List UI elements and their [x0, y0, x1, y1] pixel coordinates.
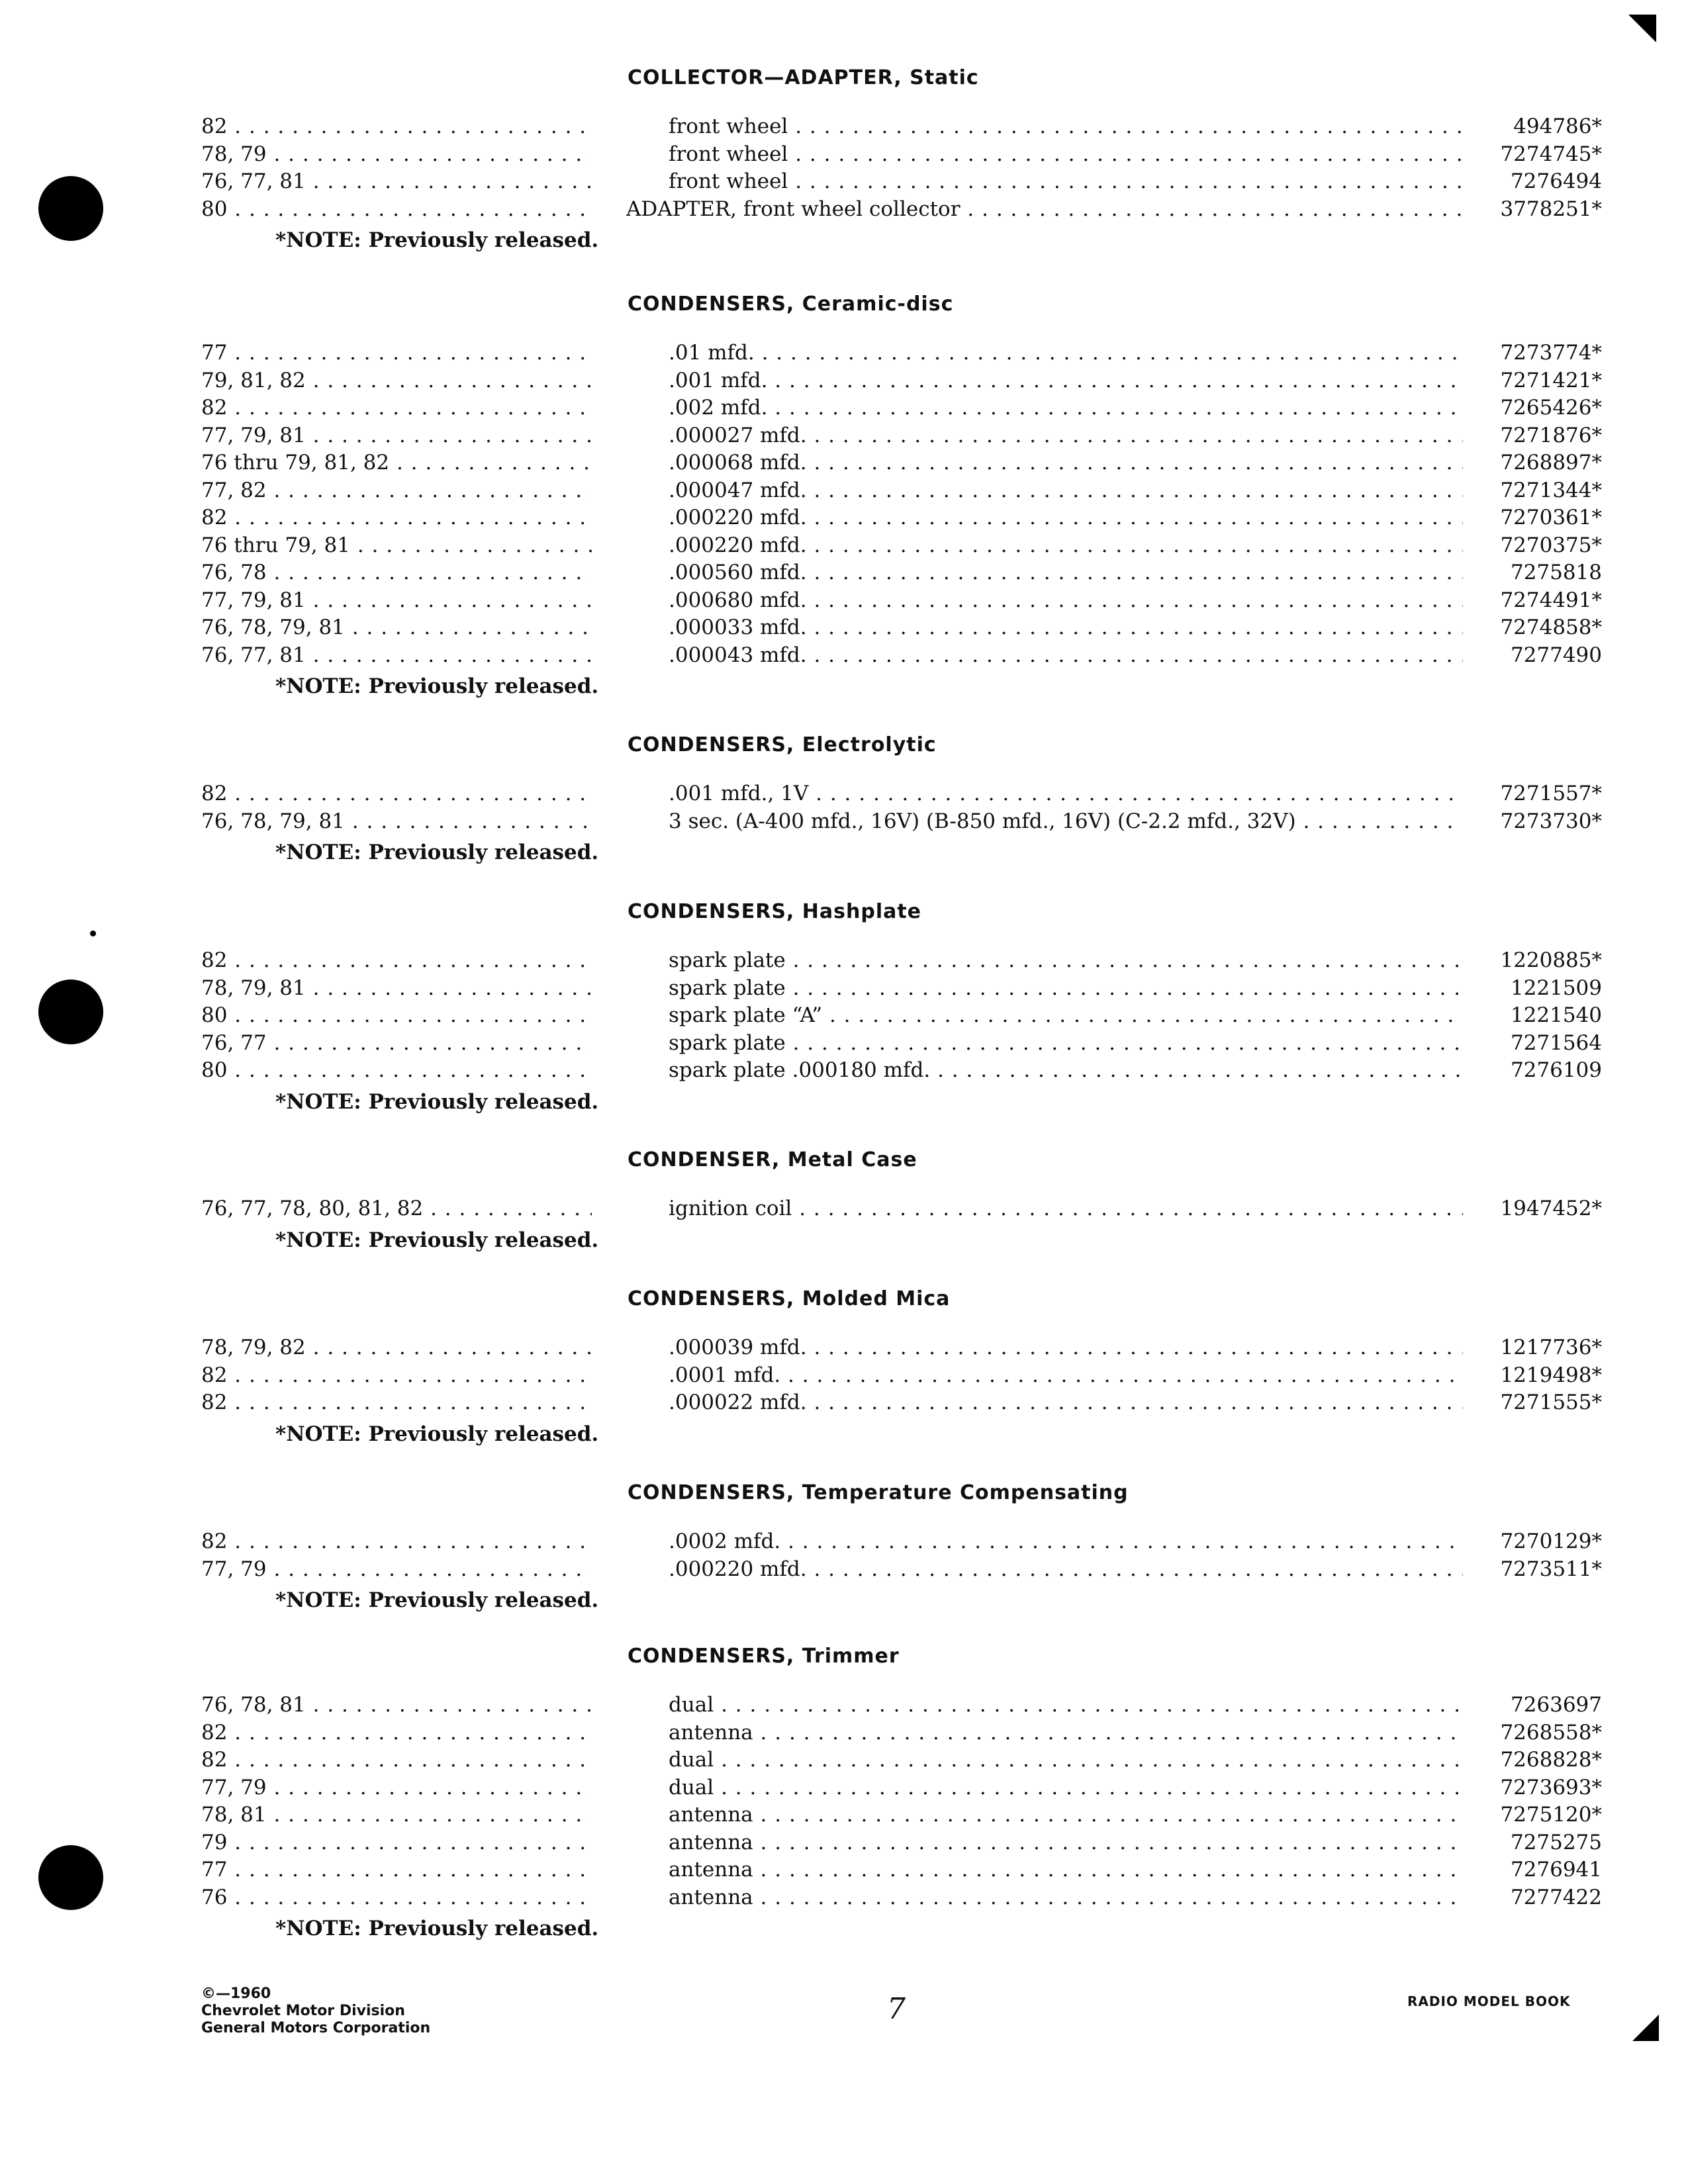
model-numbers: 77 . . . — [201, 1856, 592, 1884]
footer-publisher — [201, 1985, 430, 2037]
parts-row — [0, 1774, 1688, 1801]
part-description: .000047 mfd. . . . — [669, 477, 1463, 504]
part-number: 494786* — [1513, 114, 1602, 138]
model-numbers: 80 . . . — [201, 195, 592, 223]
model-numbers: 76 . . . — [201, 1884, 592, 1911]
model-numbers: 82 . . . — [201, 1746, 592, 1774]
part-number: 7276109 — [1510, 1058, 1602, 1082]
parts-row — [0, 1746, 1688, 1774]
model-numbers: 78, 81 . . . — [201, 1801, 592, 1829]
part-description: .001 mfd. . . . — [669, 367, 1463, 394]
parts-row — [0, 946, 1688, 974]
part-number: 7276941 — [1510, 1858, 1602, 1882]
part-description: .000560 mfd. . . . — [669, 559, 1463, 586]
model-numbers: 76, 78 . . . — [201, 559, 592, 586]
parts-row — [0, 195, 1688, 223]
part-description: .01 mfd. . . . — [669, 339, 1463, 367]
model-numbers: 82 . . . — [201, 780, 592, 807]
previously-released-note: *NOTE: Previously released. — [275, 1228, 599, 1252]
part-number: 7275818 — [1510, 561, 1602, 584]
parts-row — [0, 559, 1688, 586]
part-description: .000220 mfd. . . . — [669, 504, 1463, 531]
parts-row — [0, 1555, 1688, 1583]
parts-row — [0, 1029, 1688, 1057]
parts-row — [0, 422, 1688, 449]
previously-released-note: *NOTE: Previously released. — [275, 1089, 599, 1114]
section-title: CONDENSER, Metal Case — [628, 1148, 917, 1171]
model-numbers: 78, 79 . . . — [201, 140, 592, 168]
part-number: 7271344* — [1500, 478, 1602, 502]
part-description: spark plate . . . — [669, 1029, 1463, 1057]
part-number: 7273774* — [1500, 341, 1602, 365]
previously-released-note: *NOTE: Previously released. — [275, 228, 599, 252]
scan-speck — [90, 931, 96, 936]
part-description: antenna . . . — [669, 1856, 1463, 1884]
parts-row — [0, 504, 1688, 531]
corner-registration-mark — [1628, 15, 1656, 42]
part-description: spark plate . . . — [669, 946, 1463, 974]
model-numbers: 82 . . . — [201, 504, 592, 531]
parts-row — [0, 586, 1688, 614]
parts-row — [0, 477, 1688, 504]
model-numbers: 82 . . . — [201, 1388, 592, 1416]
part-number: 1221540 — [1510, 1003, 1602, 1027]
corner-registration-mark — [1632, 2015, 1659, 2041]
part-description: dual . . . — [669, 1691, 1463, 1719]
part-number: 7273693* — [1500, 1775, 1602, 1799]
part-number: 7271876* — [1500, 423, 1602, 447]
model-numbers: 77, 82 . . . — [201, 477, 592, 504]
previously-released-note: *NOTE: Previously released. — [275, 674, 599, 698]
part-description: .000220 mfd. . . . — [669, 531, 1463, 559]
model-numbers: 82 . . . — [201, 946, 592, 974]
page-number: 7 — [887, 1992, 906, 2026]
part-number: 7277422 — [1510, 1885, 1602, 1909]
parts-row — [0, 449, 1688, 477]
part-number: 7271564 — [1510, 1030, 1602, 1055]
part-description: ignition coil . . . — [669, 1195, 1463, 1222]
part-number: 7271557* — [1500, 782, 1602, 805]
model-numbers: 82 . . . — [201, 394, 592, 422]
part-description: .000039 mfd. . . . — [669, 1334, 1463, 1361]
part-number: 7274745* — [1500, 142, 1602, 166]
part-number: 7271421* — [1500, 368, 1602, 392]
part-description: .002 mfd. . . . — [669, 394, 1463, 422]
section-title: CONDENSERS, Hashplate — [628, 900, 922, 923]
model-numbers: 77, 79 . . . — [201, 1555, 592, 1583]
model-numbers: 78, 79, 82 . . . — [201, 1334, 592, 1361]
part-number: 1221509 — [1510, 976, 1602, 1000]
previously-released-note: *NOTE: Previously released. — [275, 1422, 599, 1446]
part-number: 7268558* — [1500, 1720, 1602, 1745]
part-description: .0002 mfd. . . . — [669, 1527, 1463, 1555]
parts-row — [0, 1388, 1688, 1416]
parts-row — [0, 1334, 1688, 1361]
model-numbers: 77, 79 . . . — [201, 1774, 592, 1801]
parts-row — [0, 1856, 1688, 1884]
part-number: 1220885* — [1500, 948, 1602, 972]
part-description: .000680 mfd. . . . — [669, 586, 1463, 614]
part-description: antenna . . . — [669, 1829, 1463, 1856]
parts-row — [0, 1884, 1688, 1911]
model-numbers: 76, 78, 79, 81 . . . — [201, 807, 592, 835]
part-number: 7268828* — [1500, 1748, 1602, 1772]
model-numbers: 77, 79, 81 . . . — [201, 422, 592, 449]
parts-row — [0, 974, 1688, 1002]
parts-row — [0, 780, 1688, 807]
part-description: spark plate . . . — [669, 974, 1463, 1002]
parts-row — [0, 614, 1688, 641]
model-numbers: 78, 79, 81 . . . — [201, 974, 592, 1002]
part-number: 7277490 — [1510, 643, 1602, 667]
parts-row — [0, 367, 1688, 394]
part-description: .000033 mfd. . . . — [669, 614, 1463, 641]
parts-row — [0, 1001, 1688, 1029]
model-numbers: 82 . . . — [201, 1719, 592, 1747]
parts-row — [0, 531, 1688, 559]
part-description: front wheel . . . — [669, 167, 1463, 195]
part-description: .000043 mfd. . . . — [669, 641, 1463, 669]
part-number: 7273511* — [1500, 1557, 1602, 1581]
part-description: spark plate .000180 mfd. . . . — [669, 1056, 1463, 1084]
section-title: COLLECTOR—ADAPTER, Static — [628, 66, 979, 89]
parts-row — [0, 339, 1688, 367]
model-numbers: 79, 81, 82 . . . — [201, 367, 592, 394]
parts-row — [0, 1056, 1688, 1084]
model-numbers: 80 . . . — [201, 1001, 592, 1029]
parts-row — [0, 1195, 1688, 1222]
part-description: front wheel . . . — [669, 140, 1463, 168]
part-number: 7271555* — [1500, 1390, 1602, 1414]
model-numbers: 76, 77, 78, 80, 81, 82 . . . — [201, 1195, 592, 1222]
parts-row — [0, 1527, 1688, 1555]
part-description: antenna . . . — [669, 1801, 1463, 1829]
part-number: 7270129* — [1500, 1529, 1602, 1553]
part-number: 7263697 — [1510, 1693, 1602, 1717]
part-number: 7275275 — [1510, 1830, 1602, 1854]
model-numbers: 76, 77, 81 . . . — [201, 167, 592, 195]
model-numbers: 82 . . . — [201, 113, 592, 140]
previously-released-note: *NOTE: Previously released. — [275, 1917, 599, 1940]
parts-row — [0, 113, 1688, 140]
model-numbers: 76, 77 . . . — [201, 1029, 592, 1057]
part-description: ADAPTER, front wheel collector . . . — [626, 195, 1463, 223]
part-number: 7274858* — [1500, 615, 1602, 639]
copyright-text: ©—1960 — [201, 1985, 271, 2002]
book-title: RADIO MODEL BOOK — [1407, 1993, 1571, 2009]
parts-row — [0, 140, 1688, 168]
part-description: dual . . . — [669, 1774, 1463, 1801]
part-description: .000027 mfd. . . . — [669, 422, 1463, 449]
model-numbers: 80 . . . — [201, 1056, 592, 1084]
division-text: Chevrolet Motor Division — [201, 2003, 405, 2019]
parts-row — [0, 167, 1688, 195]
model-numbers: 77, 79, 81 . . . — [201, 586, 592, 614]
part-description: antenna . . . — [669, 1884, 1463, 1911]
part-number: 3778251* — [1500, 197, 1602, 221]
parts-row — [0, 1719, 1688, 1747]
part-number: 7270361* — [1500, 506, 1602, 529]
parts-row — [0, 641, 1688, 669]
previously-released-note: *NOTE: Previously released. — [275, 841, 599, 864]
part-description: .0001 mfd. . . . — [669, 1361, 1463, 1389]
previously-released-note: *NOTE: Previously released. — [275, 1588, 599, 1612]
model-numbers: 76, 78, 81 . . . — [201, 1691, 592, 1719]
model-numbers: 77 . . . — [201, 339, 592, 367]
part-description: spark plate “A” . . . — [669, 1001, 1463, 1029]
part-description: front wheel . . . — [669, 113, 1463, 140]
part-number: 7265426* — [1500, 396, 1602, 420]
part-description: dual . . . — [669, 1746, 1463, 1774]
part-number: 1219498* — [1500, 1363, 1602, 1387]
model-numbers: 76, 77, 81 . . . — [201, 641, 592, 669]
section-title: CONDENSERS, Molded Mica — [628, 1287, 951, 1310]
model-numbers: 82 . . . — [201, 1527, 592, 1555]
part-number: 1947452* — [1500, 1197, 1602, 1220]
part-description: .000220 mfd. . . . — [669, 1555, 1463, 1583]
parts-row — [0, 1801, 1688, 1829]
part-description: .000068 mfd. . . . — [669, 449, 1463, 477]
part-description: 3 sec. (A-400 mfd., 16V) (B-850 mfd., 16V) (C-2.2 mfd., 32V) . . . — [669, 807, 1463, 835]
section-title: CONDENSERS, Electrolytic — [628, 733, 937, 756]
parts-row — [0, 1691, 1688, 1719]
part-description: .000022 mfd. . . . — [669, 1388, 1463, 1416]
part-description: antenna . . . — [669, 1719, 1463, 1747]
part-number: 7276494 — [1510, 169, 1602, 193]
part-number: 7273730* — [1500, 809, 1602, 833]
section-title: CONDENSERS, Trimmer — [628, 1645, 900, 1668]
model-numbers: 76 thru 79, 81 . . . — [201, 531, 592, 559]
parts-row — [0, 1361, 1688, 1389]
part-number: 7270375* — [1500, 533, 1602, 557]
part-number: 7275120* — [1500, 1803, 1602, 1827]
section-title: CONDENSERS, Ceramic-disc — [628, 293, 954, 316]
parts-row — [0, 394, 1688, 422]
part-number: 7268897* — [1500, 451, 1602, 475]
model-numbers: 79 . . . — [201, 1829, 592, 1856]
model-numbers: 76 thru 79, 81, 82 . . . — [201, 449, 592, 477]
part-number: 7274491* — [1500, 588, 1602, 612]
part-number: 1217736* — [1500, 1336, 1602, 1359]
model-numbers: 76, 78, 79, 81 . . . — [201, 614, 592, 641]
parts-row — [0, 1829, 1688, 1856]
corporation-text: General Motors Corporation — [201, 2020, 431, 2036]
parts-row — [0, 807, 1688, 835]
model-numbers: 82 . . . — [201, 1361, 592, 1389]
section-title: CONDENSERS, Temperature Compensating — [628, 1481, 1129, 1504]
part-description: .001 mfd., 1V . . . — [669, 780, 1463, 807]
